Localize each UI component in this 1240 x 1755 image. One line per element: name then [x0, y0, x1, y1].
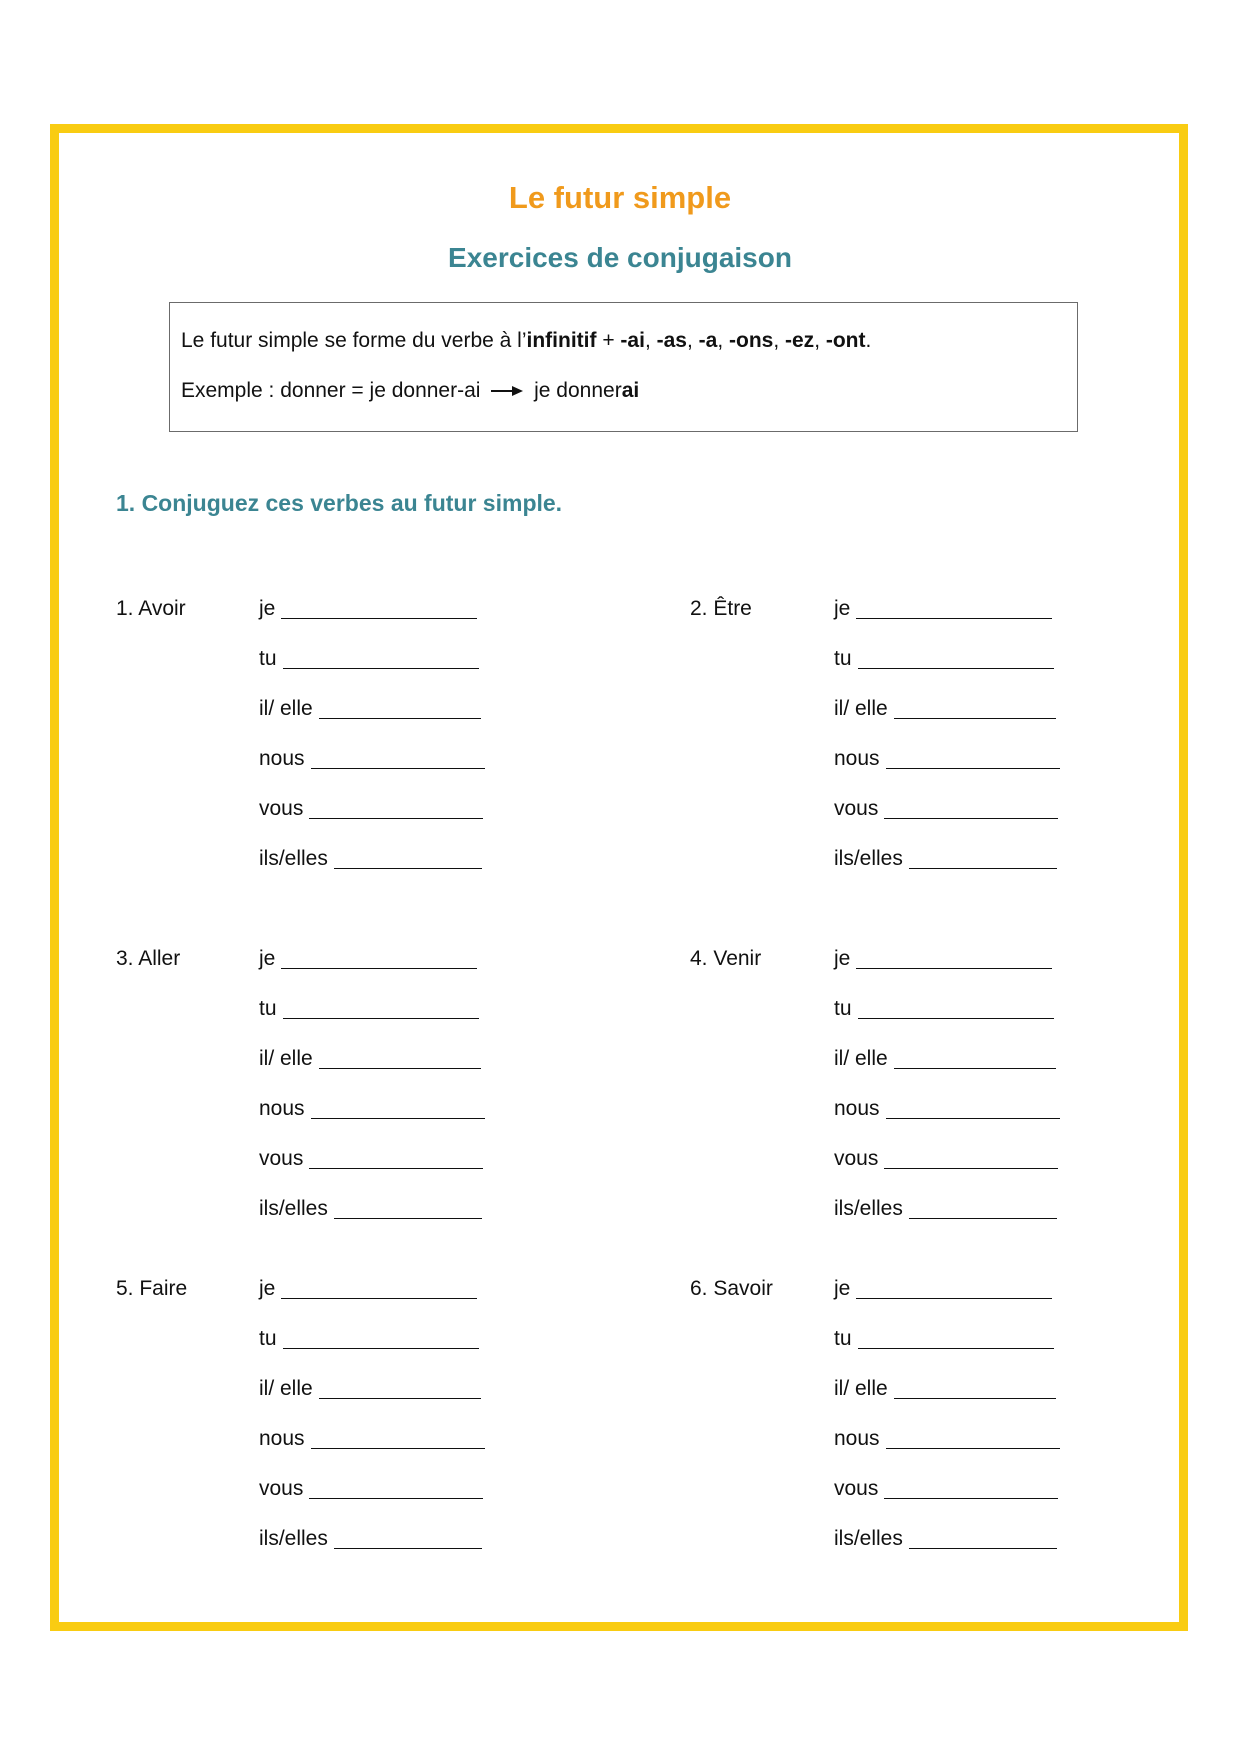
pronoun: tu — [259, 997, 277, 1020]
answer-blank[interactable] — [319, 1378, 481, 1399]
answer-blank[interactable] — [856, 598, 1052, 619]
answer-blank[interactable] — [884, 1478, 1058, 1499]
conjugation-line — [834, 1097, 1060, 1121]
ending-ai: -ai — [620, 329, 645, 352]
conjugation-line — [259, 597, 477, 621]
ending-as: -as — [656, 329, 687, 352]
conjugation-line — [259, 997, 479, 1021]
pronoun: nous — [834, 1097, 880, 1120]
pronoun: vous — [834, 797, 879, 820]
conjugation-line — [259, 1147, 483, 1171]
answer-blank[interactable] — [858, 998, 1054, 1019]
conjugation-line — [834, 647, 1054, 671]
pronoun: ils/elles — [259, 1197, 328, 1220]
pronoun: il/ elle — [834, 1047, 888, 1070]
pronoun: ils/elles — [834, 1197, 903, 1220]
answer-blank[interactable] — [309, 1478, 483, 1499]
ending-ez: -ez — [785, 329, 815, 352]
rule-period: . — [865, 329, 872, 352]
conjugation-line — [834, 1277, 1052, 1301]
pronoun: nous — [259, 747, 305, 770]
conjugation-line — [834, 1197, 1057, 1221]
answer-blank[interactable] — [858, 1328, 1054, 1349]
pronoun: il/ elle — [259, 1377, 313, 1400]
verb-label: 2. Être — [690, 597, 752, 620]
ending-ont: -ont — [825, 329, 866, 352]
ending-a: -a — [698, 329, 718, 352]
answer-blank[interactable] — [858, 648, 1054, 669]
answer-blank[interactable] — [856, 1278, 1052, 1299]
answer-blank[interactable] — [281, 948, 477, 969]
pronoun: je — [834, 597, 851, 620]
pronoun: tu — [834, 647, 852, 670]
conjugation-line — [834, 697, 1056, 721]
pronoun: nous — [834, 1427, 880, 1450]
answer-blank[interactable] — [894, 698, 1056, 719]
pronoun: je — [834, 947, 851, 970]
answer-blank[interactable] — [894, 1378, 1056, 1399]
conjugation-line — [834, 1527, 1057, 1551]
pronoun: nous — [834, 747, 880, 770]
answer-blank[interactable] — [319, 698, 481, 719]
pronoun: vous — [259, 1147, 304, 1170]
rule-formation: Le futur simple se forme du verbe à l’infinitif + -ai, -as, -a, -ons, -ez, -ont. — [181, 329, 872, 352]
pronoun: il/ elle — [834, 1377, 888, 1400]
answer-blank[interactable] — [884, 1148, 1058, 1169]
conjugation-line — [259, 1327, 479, 1351]
verb-label: 4. Venir — [690, 947, 762, 970]
rule-infinitif: infinitif — [526, 329, 597, 352]
pronoun: il/ elle — [834, 697, 888, 720]
answer-blank[interactable] — [311, 1098, 485, 1119]
answer-blank[interactable] — [281, 1278, 477, 1299]
answer-blank[interactable] — [884, 798, 1058, 819]
conjugation-line — [834, 947, 1052, 971]
conjugation-line — [259, 1527, 482, 1551]
rule-example — [181, 379, 639, 403]
pronoun: ils/elles — [259, 1527, 328, 1550]
arrow-right-icon — [490, 384, 524, 398]
conjugation-line — [259, 1477, 483, 1501]
conjugation-line — [834, 1327, 1054, 1351]
conjugation-line — [834, 847, 1057, 871]
conjugation-line — [259, 1377, 481, 1401]
pronoun: il/ elle — [259, 697, 313, 720]
pronoun: tu — [259, 1327, 277, 1350]
conjugation-line — [259, 1197, 482, 1221]
pronoun: ils/elles — [834, 1527, 903, 1550]
answer-blank[interactable] — [311, 1428, 485, 1449]
conjugation-line — [259, 947, 477, 971]
pronoun: je — [259, 947, 276, 970]
pronoun: nous — [259, 1427, 305, 1450]
verb-label: 1. Avoir — [116, 597, 186, 620]
answer-blank[interactable] — [283, 648, 479, 669]
rule-text: Le futur simple se forme du verbe à l’ — [181, 329, 527, 352]
answer-blank[interactable] — [894, 1048, 1056, 1069]
conjugation-line — [259, 697, 481, 721]
pronoun: tu — [834, 1327, 852, 1350]
answer-blank[interactable] — [309, 798, 483, 819]
pronoun: il/ elle — [259, 1047, 313, 1070]
answer-blank[interactable] — [283, 998, 479, 1019]
conjugation-line — [259, 847, 482, 871]
conjugation-line — [834, 797, 1058, 821]
answer-blank[interactable] — [886, 1098, 1060, 1119]
pronoun: ils/elles — [259, 847, 328, 870]
conjugation-line — [259, 1277, 477, 1301]
conjugation-line — [834, 747, 1060, 771]
answer-blank[interactable] — [334, 1528, 482, 1549]
pronoun: ils/elles — [834, 847, 903, 870]
answer-blank[interactable] — [909, 1198, 1057, 1219]
conjugation-line — [259, 797, 483, 821]
answer-blank[interactable] — [909, 848, 1057, 869]
conjugation-line — [259, 747, 485, 771]
pronoun: je — [834, 1277, 851, 1300]
verb-label: 6. Savoir — [690, 1277, 773, 1300]
conjugation-line — [834, 1377, 1056, 1401]
example-stem: je donner — [534, 379, 622, 402]
conjugation-line — [834, 1427, 1060, 1451]
example-left: Exemple : donner = je donner-ai — [181, 379, 481, 402]
ending-ons: -ons — [729, 329, 774, 352]
answer-blank[interactable] — [856, 948, 1052, 969]
pronoun: je — [259, 1277, 276, 1300]
pronoun: je — [259, 597, 276, 620]
pronoun: vous — [834, 1147, 879, 1170]
conjugation-line — [259, 647, 479, 671]
pronoun: nous — [259, 1097, 305, 1120]
rule-box — [169, 302, 1078, 432]
verb-label: 5. Faire — [116, 1277, 188, 1300]
conjugation-line — [259, 1047, 481, 1071]
conjugation-line — [259, 1427, 485, 1451]
rule-plus: + — [596, 329, 621, 352]
answer-blank[interactable] — [309, 1148, 483, 1169]
pronoun: vous — [259, 797, 304, 820]
page-title: Le futur simple — [508, 180, 732, 215]
conjugation-line — [834, 997, 1054, 1021]
pronoun: tu — [259, 647, 277, 670]
answer-blank[interactable] — [334, 1198, 482, 1219]
page-subtitle: Exercices de conjugaison — [448, 242, 792, 273]
answer-blank[interactable] — [319, 1048, 481, 1069]
answer-blank[interactable] — [311, 748, 485, 769]
verb-label: 3. Aller — [116, 947, 181, 970]
answer-blank[interactable] — [909, 1528, 1057, 1549]
answer-blank[interactable] — [281, 598, 477, 619]
conjugation-line — [259, 1097, 485, 1121]
exercise-heading: 1. Conjuguez ces verbes au futur simple. — [116, 490, 563, 516]
conjugation-line — [834, 1047, 1056, 1071]
answer-blank[interactable] — [886, 1428, 1060, 1449]
answer-blank[interactable] — [334, 848, 482, 869]
conjugation-line — [834, 1147, 1058, 1171]
conjugation-line — [834, 597, 1052, 621]
pronoun: vous — [259, 1477, 304, 1500]
pronoun: tu — [834, 997, 852, 1020]
answer-blank[interactable] — [283, 1328, 479, 1349]
answer-blank[interactable] — [886, 748, 1060, 769]
conjugation-line — [834, 1477, 1058, 1501]
pronoun: vous — [834, 1477, 879, 1500]
example-ending: ai — [621, 379, 640, 402]
